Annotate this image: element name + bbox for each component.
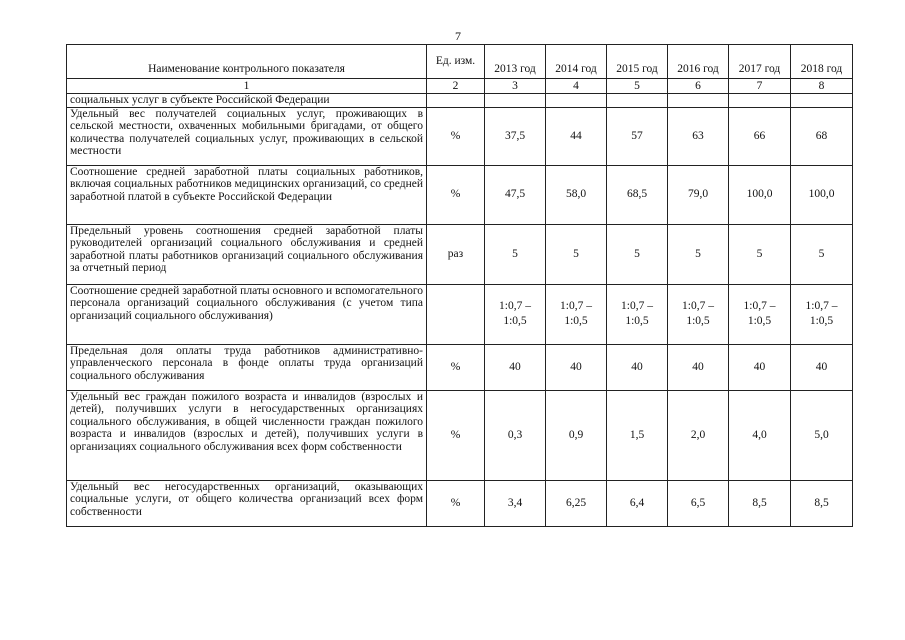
indicator-value: 6,5 (668, 480, 729, 526)
indicator-unit: % (427, 107, 485, 165)
indicator-name: Удельный вес негосударственных организаций, оказывающих социальные услуги, от общего количества организаций всех форм собственности (67, 480, 427, 526)
indicator-value: 68,5 (607, 165, 668, 224)
indicator-value: 5 (485, 224, 546, 284)
header-year: 2013 год (485, 45, 546, 79)
indicator-value: 79,0 (668, 165, 729, 224)
indicator-value: 40 (668, 344, 729, 390)
indicator-value: 68 (791, 107, 853, 165)
indicator-value: 1:0,7 – 1:0,5 (791, 284, 853, 344)
page-number: 7 (455, 29, 461, 43)
indicator-value: 3,4 (485, 480, 546, 526)
table-body (67, 79, 853, 527)
indicator-value: 5 (729, 224, 791, 284)
indicator-value: 5,0 (791, 390, 853, 480)
indicator-value: 57 (607, 107, 668, 165)
header-year: 2018 год (791, 45, 853, 79)
table-row (67, 284, 853, 344)
indicator-value: 0,9 (546, 390, 607, 480)
indicator-value: 1:0,7 – 1:0,5 (546, 284, 607, 344)
indicator-value: 4,0 (729, 390, 791, 480)
table-row (67, 107, 853, 165)
indicator-value: 1,5 (607, 390, 668, 480)
indicator-value: 1:0,7 – 1:0,5 (607, 284, 668, 344)
header-year: 2015 год (607, 45, 668, 79)
indicator-value: 40 (791, 344, 853, 390)
indicator-value: 40 (546, 344, 607, 390)
table-row (67, 390, 853, 480)
indicator-value: 5 (668, 224, 729, 284)
indicator-unit: раз (427, 224, 485, 284)
indicator-value: 1:0,7 – 1:0,5 (485, 284, 546, 344)
table-row (67, 480, 853, 526)
indicator-value: 40 (607, 344, 668, 390)
table-row (67, 344, 853, 390)
indicator-unit: % (427, 165, 485, 224)
indicator-value: 5 (607, 224, 668, 284)
header-year: 2016 год (668, 45, 729, 79)
column-number: 5 (607, 79, 668, 94)
column-number: 8 (791, 79, 853, 94)
column-number: 4 (546, 79, 607, 94)
table-row (67, 224, 853, 284)
indicator-value: 40 (485, 344, 546, 390)
header-row (67, 45, 853, 79)
continuation-row (67, 94, 853, 108)
indicator-value: 1:0,7 – 1:0,5 (668, 284, 729, 344)
table-header (67, 45, 853, 79)
indicator-name: Удельный вес получателей социальных услуг, проживающих в сельской местности, охваченных мобильными бригадами, от общего количества получателей социальных услуг, проживающих в сельской местности (67, 107, 427, 165)
header-unit: Ед. изм. (427, 45, 485, 79)
header-indicator-name: Наименование контрольного показателя (67, 45, 427, 79)
indicator-name: Соотношение средней заработной платы основного и вспомогательного персонала организаций социального обслуживания (с учетом типа организаций социального обслуживания) (67, 284, 427, 344)
indicator-value: 0,3 (485, 390, 546, 480)
indicator-name: Удельный вес граждан пожилого возраста и инвалидов (взрослых и детей), получивших услуги в негосударственных организациях социального обслуживания, в общей численности граждан пожилого возраста и инвалидов (взрослых и детей), получивших услуги в организациях социального обслуживания всех форм собственности (67, 390, 427, 480)
indicator-value: 44 (546, 107, 607, 165)
indicator-value: 8,5 (791, 480, 853, 526)
indicator-value: 66 (729, 107, 791, 165)
indicator-value: 8,5 (729, 480, 791, 526)
indicator-name: Предельная доля оплаты труда работников административно-управленческого персонала в фонде оплаты труда организаций социального обслуживания (67, 344, 427, 390)
indicator-value: 5 (546, 224, 607, 284)
indicator-name: Соотношение средней заработной платы социальных работников, включая социальных работников медицинских организаций, со средней заработной платой в субъекте Российской Федерации (67, 165, 427, 224)
header-year: 2014 год (546, 45, 607, 79)
indicator-value: 1:0,7 – 1:0,5 (729, 284, 791, 344)
indicator-value: 100,0 (729, 165, 791, 224)
indicator-value: 2,0 (668, 390, 729, 480)
indicator-value: 6,25 (546, 480, 607, 526)
indicator-value: 5 (791, 224, 853, 284)
table-row (67, 165, 853, 224)
indicator-value: 40 (729, 344, 791, 390)
column-number: 2 (427, 79, 485, 94)
indicator-value: 37,5 (485, 107, 546, 165)
indicator-name: Предельный уровень соотношения средней заработной платы руководителей организаций социального обслуживания и средней заработной платы работников организаций социального обслуживания за отчетный период (67, 224, 427, 284)
indicators-table (66, 44, 853, 527)
indicator-unit: % (427, 344, 485, 390)
indicator-unit: % (427, 390, 485, 480)
indicator-value: 100,0 (791, 165, 853, 224)
indicator-value: 6,4 (607, 480, 668, 526)
column-number: 3 (485, 79, 546, 94)
column-number: 6 (668, 79, 729, 94)
indicator-value: 63 (668, 107, 729, 165)
indicator-unit (427, 284, 485, 344)
column-number: 7 (729, 79, 791, 94)
header-year: 2017 год (729, 45, 791, 79)
continuation-text: социальных услуг в субъекте Российской Федерации (67, 94, 427, 108)
indicator-value: 58,0 (546, 165, 607, 224)
indicator-value: 47,5 (485, 165, 546, 224)
column-number-row (67, 79, 853, 94)
column-number: 1 (67, 79, 427, 94)
indicator-unit: % (427, 480, 485, 526)
